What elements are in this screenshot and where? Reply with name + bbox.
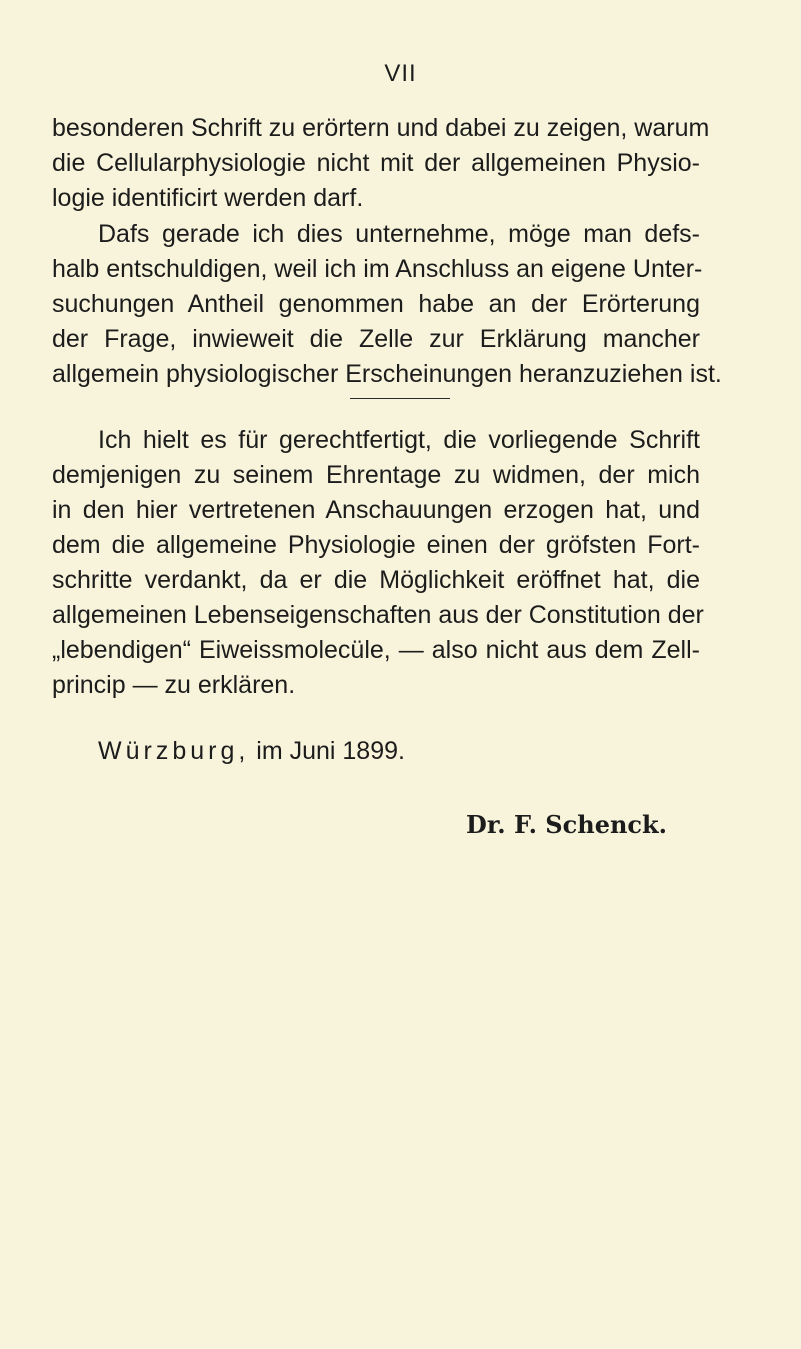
paragraph-2-line-1: Dafs gerade ich dies unternehme, möge man defs- (98, 220, 700, 248)
dedication-line-8: princip — zu erklären. (52, 671, 296, 699)
dateline (98, 735, 405, 767)
dateline-place: Würzburg, (98, 737, 250, 765)
dedication-line-2: demjenigen zu seinem Ehrentage zu widmen, der mich (52, 461, 700, 489)
paragraph-2-line-2: halb entschuldigen, weil ich im Anschluss an eigene Unter- (52, 255, 703, 283)
paragraph-2-line-4: der Frage, inwieweit die Zelle zur Erklärung mancher (52, 325, 700, 353)
dedication-line-3: in den hier vertretenen Anschauungen erzogen hat, und (52, 496, 700, 524)
paragraph-2-line-5: allgemein physiologischer Erscheinungen heranzuziehen ist. (52, 360, 722, 388)
dateline-date: im Juni 1899. (256, 737, 405, 765)
page-number: VII (384, 60, 417, 87)
dedication-line-1: Ich hielt es für gerechtfertigt, die vorliegende Schrift (98, 426, 700, 454)
paragraph-2-line-3: suchungen Antheil genommen habe an der Erörterung (52, 290, 700, 318)
dedication-line-5: schritte verdankt, da er die Möglichkeit eröffnet hat, die (52, 566, 700, 594)
paragraph-1-line-2: die Cellularphysiologie nicht mit der allgemeinen Physio- (52, 149, 700, 177)
author-signature: Dr. F. Schenck. (466, 810, 668, 839)
paragraph-1-line-1: besonderen Schrift zu erörtern und dabei zu zeigen, warum (52, 114, 710, 142)
dedication-line-7: „lebendigen“ Eiweissmolecüle, — also nicht aus dem Zell- (52, 636, 700, 664)
section-divider (350, 398, 450, 399)
paragraph-1-line-3: logie identificirt werden darf. (52, 184, 364, 212)
dedication-line-6: allgemeinen Lebenseigenschaften aus der Constitution der (52, 601, 704, 629)
dedication-line-4: dem die allgemeine Physiologie einen der gröfsten Fort- (52, 531, 700, 559)
